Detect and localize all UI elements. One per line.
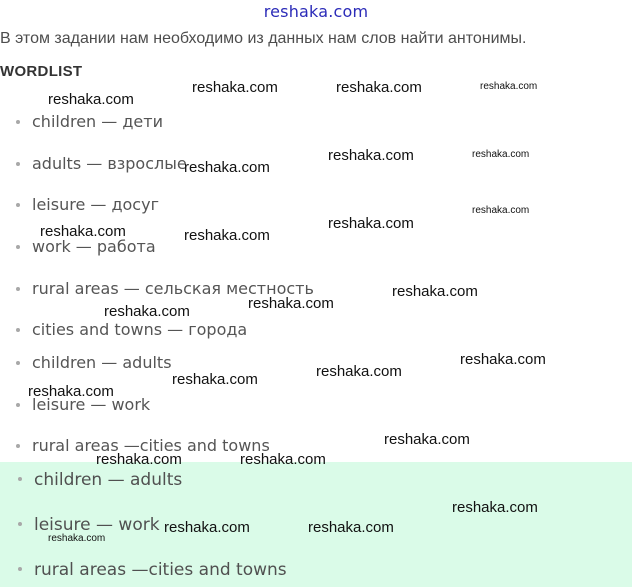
bullet-dot-icon xyxy=(18,522,22,526)
watermark: reshaka.com xyxy=(328,147,414,164)
answer-item xyxy=(18,470,182,490)
list-item-text: work — работа xyxy=(32,237,156,256)
list-item-text: cities and towns — города xyxy=(32,320,248,339)
list-item-text: rural areas —cities and towns xyxy=(32,436,270,455)
bullet-dot-icon xyxy=(16,203,20,207)
watermark: reshaka.com xyxy=(480,81,538,92)
watermark: reshaka.com xyxy=(40,223,126,240)
watermark: reshaka.com xyxy=(248,295,334,312)
answer-item-text: leisure — work xyxy=(34,515,160,535)
watermark: reshaka.com xyxy=(452,499,538,516)
watermark: reshaka.com xyxy=(460,351,546,368)
task-intro-text: В этом задании нам необходимо из данных нам слов найти антонимы. xyxy=(0,30,527,47)
bullet-dot-icon xyxy=(18,567,22,571)
list-item xyxy=(16,353,172,372)
answer-item xyxy=(18,560,287,580)
list-item-text: leisure — досуг xyxy=(32,195,159,214)
watermark: reshaka.com xyxy=(184,159,270,176)
site-brand-header: reshaka.com xyxy=(263,2,369,21)
watermark: reshaka.com xyxy=(336,79,422,96)
list-item xyxy=(16,154,187,173)
watermark: reshaka.com xyxy=(48,533,106,544)
bullet-dot-icon xyxy=(16,120,20,124)
watermark: reshaka.com xyxy=(104,303,190,320)
list-item-text: adults — взрослые xyxy=(32,154,187,173)
list-item-text: children — дети xyxy=(32,112,163,131)
watermark: reshaka.com xyxy=(472,149,530,160)
watermark: reshaka.com xyxy=(240,451,326,468)
bullet-dot-icon xyxy=(16,245,20,249)
bullet-dot-icon xyxy=(16,328,20,332)
watermark: reshaka.com xyxy=(384,431,470,448)
bullet-dot-icon xyxy=(16,162,20,166)
list-item xyxy=(16,320,247,339)
answer-item xyxy=(18,515,160,535)
answer-item-text: children — adults xyxy=(34,470,183,490)
watermark: reshaka.com xyxy=(48,91,134,108)
list-item-text: children — adults xyxy=(32,353,172,372)
watermark: reshaka.com xyxy=(308,519,394,536)
bullet-dot-icon xyxy=(16,287,20,291)
watermark: reshaka.com xyxy=(472,205,530,216)
watermark: reshaka.com xyxy=(316,363,402,380)
watermark: reshaka.com xyxy=(184,227,270,244)
bullet-dot-icon xyxy=(16,444,20,448)
watermark: reshaka.com xyxy=(392,283,478,300)
wordlist-heading: WORDLIST xyxy=(0,63,83,80)
bullet-dot-icon xyxy=(16,403,20,407)
list-item-text: rural areas — сельская местность xyxy=(32,279,314,298)
watermark: reshaka.com xyxy=(96,451,182,468)
list-item xyxy=(16,195,159,214)
list-item xyxy=(16,112,163,131)
watermark: reshaka.com xyxy=(172,371,258,388)
bullet-dot-icon xyxy=(16,361,20,365)
watermark: reshaka.com xyxy=(328,215,414,232)
list-item-text: leisure — work xyxy=(32,395,151,414)
bullet-dot-icon xyxy=(18,477,22,481)
watermark: reshaka.com xyxy=(28,383,114,400)
watermark: reshaka.com xyxy=(192,79,278,96)
answer-item-text: rural areas —cities and towns xyxy=(34,560,287,580)
watermark: reshaka.com xyxy=(164,519,250,536)
